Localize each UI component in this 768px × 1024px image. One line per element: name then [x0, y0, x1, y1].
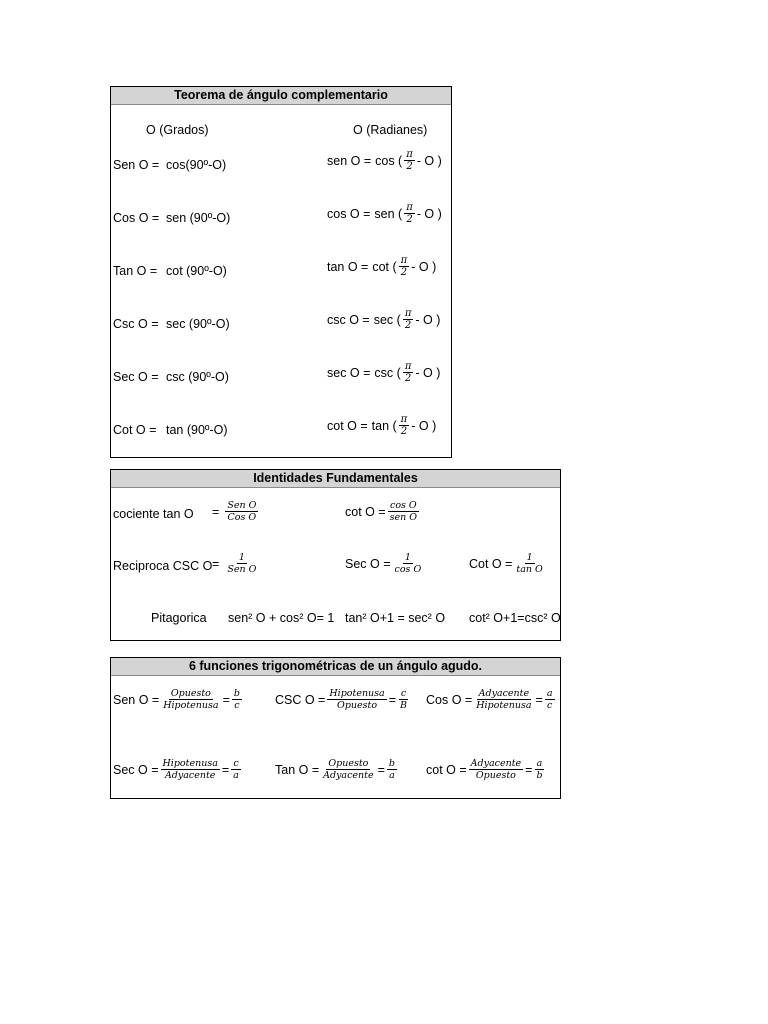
- two-denominator: 2: [406, 214, 413, 225]
- trig-ratio-label: cot O =: [426, 762, 467, 777]
- reciprocal-equals: =: [212, 556, 220, 571]
- trig-ratio-formula: [113, 758, 243, 781]
- cot-quotient-fraction: [388, 500, 419, 523]
- radians-cofunction: tan (: [371, 418, 397, 433]
- radians-identity: [327, 308, 440, 331]
- side-ratio-numerator: Opuesto: [328, 758, 369, 769]
- trig-ratio-equals: =: [535, 692, 543, 707]
- radians-function-label: cot O =: [327, 418, 368, 433]
- reciprocal-formula: [212, 552, 260, 575]
- pi-numerator: π: [404, 308, 412, 319]
- sec-reciprocal-numerator: 1: [404, 552, 411, 563]
- fundamental-identities-title: Identidades Fundamentales: [111, 470, 560, 488]
- radians-cofunction: sec (: [373, 312, 401, 327]
- pi-over-two-fraction: [404, 149, 415, 172]
- degrees-function-label: Tan O =: [113, 264, 158, 278]
- degrees-cofunction: cot (90º-O): [166, 264, 227, 278]
- letter-ratio-numerator: b: [388, 758, 396, 769]
- side-ratio-numerator: Hipotenusa: [329, 688, 385, 699]
- degrees-cofunction: sen (90º-O): [166, 211, 231, 225]
- side-ratio-denominator: Adyacente: [164, 770, 216, 781]
- radians-identity: [327, 414, 436, 437]
- side-ratio-fraction: [469, 758, 523, 781]
- trig-ratio-equals: =: [388, 692, 397, 707]
- cot-reciprocal-denominator: tan O: [516, 564, 543, 575]
- side-ratio-fraction: [161, 758, 220, 781]
- pi-numerator: π: [406, 202, 413, 213]
- pi-numerator: π: [400, 414, 408, 425]
- complementary-angle-title: Teorema de ángulo complementario: [111, 87, 451, 105]
- two-denominator: 2: [400, 426, 408, 437]
- letter-ratio-fraction: [231, 758, 241, 781]
- radians-tail: - O ): [411, 418, 437, 433]
- letter-ratio-numerator: b: [233, 688, 240, 699]
- radians-column-header: O (Radianes): [353, 123, 428, 137]
- radians-function-label: csc O =: [327, 312, 370, 327]
- pi-numerator: π: [406, 149, 413, 160]
- side-ratio-fraction: [327, 688, 386, 711]
- quotient-equals: =: [212, 504, 220, 519]
- radians-tail: - O ): [415, 365, 441, 380]
- cot-quotient-numerator: cos O: [390, 500, 417, 511]
- degrees-cofunction: csc (90º-O): [166, 370, 229, 384]
- two-denominator: 2: [404, 320, 412, 331]
- radians-tail: - O ): [416, 206, 442, 221]
- pythagorean-identity-1: sen² O + cos² O= 1: [228, 611, 335, 625]
- quotient-formula: [212, 500, 260, 523]
- sec-reciprocal-denominator: cos O: [394, 564, 422, 575]
- trig-functions-box: [110, 657, 561, 799]
- trig-ratio-label: Cos O =: [426, 692, 473, 707]
- letter-ratio-numerator: a: [536, 758, 543, 769]
- trig-ratio-label: CSC O =: [275, 692, 326, 707]
- side-ratio-numerator: Opuesto: [170, 688, 211, 699]
- letter-ratio-denominator: a: [389, 770, 395, 781]
- radians-tail: - O ): [415, 312, 441, 327]
- trig-ratio-equals: =: [222, 692, 230, 707]
- two-denominator: 2: [404, 373, 412, 384]
- pi-numerator: π: [404, 361, 412, 372]
- pi-over-two-fraction: [403, 308, 414, 331]
- cot-quotient-label: cot O =: [345, 504, 386, 519]
- pi-over-two-fraction: [399, 414, 410, 437]
- pythagorean-identity-2: tan² O+1 = sec² O: [345, 611, 446, 625]
- degrees-function-label: Csc O =: [113, 317, 159, 331]
- quotient-fraction: [225, 500, 258, 523]
- letter-ratio-numerator: c: [233, 758, 239, 769]
- quotient-label: cociente tan O: [113, 507, 194, 521]
- radians-function-label: tan O =: [327, 259, 369, 274]
- radians-cofunction: cos (: [375, 153, 403, 168]
- pythagorean-label: Pitagorica: [151, 611, 207, 625]
- radians-cofunction: csc (: [374, 365, 401, 380]
- pi-numerator: π: [400, 255, 408, 266]
- trig-ratio-formula: [113, 688, 244, 711]
- trig-ratio-formula: [275, 758, 399, 781]
- radians-identity: [327, 361, 440, 384]
- side-ratio-denominator: Opuesto: [337, 700, 378, 711]
- letter-ratio-numerator: a: [546, 688, 553, 699]
- radians-identity: [327, 255, 436, 278]
- quotient-numerator: Sen O: [227, 500, 257, 511]
- cot-reciprocal-formula: [469, 552, 547, 575]
- trig-ratio-equals: =: [377, 762, 385, 777]
- trig-ratio-label: Sen O =: [113, 692, 160, 707]
- reciprocal-numerator: 1: [238, 552, 245, 563]
- two-denominator: 2: [406, 161, 413, 172]
- sec-reciprocal-formula: [345, 552, 425, 575]
- cot-quotient-formula: [345, 500, 421, 523]
- letter-ratio-fraction: [534, 758, 544, 781]
- trig-ratio-formula: [426, 758, 547, 781]
- cot-reciprocal-numerator: 1: [526, 552, 533, 563]
- side-ratio-denominator: Hipotenusa: [476, 700, 532, 711]
- degrees-function-label: Sen O =: [113, 158, 160, 172]
- side-ratio-denominator: Adyacente: [323, 770, 374, 781]
- letter-ratio-fraction: [545, 688, 555, 711]
- sec-reciprocal-label: Sec O =: [345, 556, 391, 571]
- radians-cofunction: cot (: [372, 259, 397, 274]
- radians-cofunction: sen (: [374, 206, 403, 221]
- degrees-function-label: Sec O =: [113, 370, 159, 384]
- cot-reciprocal-label: Cot O =: [469, 556, 513, 571]
- pi-over-two-fraction: [404, 202, 415, 225]
- letter-ratio-denominator: c: [547, 700, 553, 711]
- degrees-cofunction: sec (90º-O): [166, 317, 230, 331]
- radians-function-label: sec O =: [327, 365, 371, 380]
- trig-ratio-formula: [426, 688, 557, 711]
- trig-ratio-formula: [275, 688, 411, 711]
- side-ratio-denominator: Hipotenusa: [163, 700, 219, 711]
- degrees-cofunction: cos(90º-O): [166, 158, 227, 172]
- degrees-column-header: O (Grados): [146, 123, 209, 137]
- degrees-function-label: Cot O =: [113, 423, 157, 437]
- trig-ratio-label: Tan O =: [275, 762, 320, 777]
- side-ratio-fraction: [474, 688, 533, 711]
- trig-ratio-label: Sec O =: [113, 762, 159, 777]
- trig-ratio-equals: =: [221, 762, 230, 777]
- letter-ratio-fraction: [387, 758, 397, 781]
- degrees-function-label: Cos O =: [113, 211, 160, 225]
- two-denominator: 2: [400, 267, 408, 278]
- complementary-angle-box: [110, 86, 452, 458]
- radians-identity: [327, 202, 442, 225]
- fundamental-identities-box: [110, 469, 561, 641]
- degrees-cofunction: tan (90º-O): [166, 423, 228, 437]
- radians-tail: - O ): [411, 259, 437, 274]
- radians-identity: [327, 149, 442, 172]
- quotient-denominator: Cos O: [227, 512, 257, 523]
- trig-ratio-equals: =: [525, 762, 533, 777]
- side-ratio-fraction: [321, 758, 375, 781]
- radians-function-label: cos O =: [327, 206, 371, 221]
- side-ratio-numerator: Adyacente: [478, 688, 530, 699]
- side-ratio-numerator: Adyacente: [470, 758, 522, 769]
- reciprocal-denominator: Sen O: [227, 564, 257, 575]
- side-ratio-fraction: [161, 688, 220, 711]
- side-ratio-denominator: Opuesto: [475, 770, 516, 781]
- letter-ratio-denominator: B: [400, 700, 408, 711]
- radians-tail: - O ): [416, 153, 442, 168]
- letter-ratio-numerator: c: [400, 688, 407, 699]
- letter-ratio-denominator: b: [536, 770, 543, 781]
- pi-over-two-fraction: [403, 361, 414, 384]
- cot-reciprocal-fraction: [514, 552, 544, 575]
- cot-quotient-denominator: sen O: [389, 512, 418, 523]
- letter-ratio-fraction: [398, 688, 409, 711]
- reciprocal-label: Reciproca CSC O: [113, 559, 213, 573]
- letter-ratio-fraction: [232, 688, 242, 711]
- trig-functions-title: 6 funciones trigonométricas de un ángulo agudo.: [111, 658, 560, 676]
- radians-function-label: sen O =: [327, 153, 372, 168]
- sec-reciprocal-fraction: [393, 552, 424, 575]
- pythagorean-identity-3: cot² O+1=csc² O: [469, 611, 561, 625]
- letter-ratio-denominator: a: [233, 770, 239, 781]
- reciprocal-fraction: [225, 552, 258, 575]
- side-ratio-numerator: Hipotenusa: [162, 758, 218, 769]
- letter-ratio-denominator: c: [234, 700, 240, 711]
- pi-over-two-fraction: [399, 255, 410, 278]
